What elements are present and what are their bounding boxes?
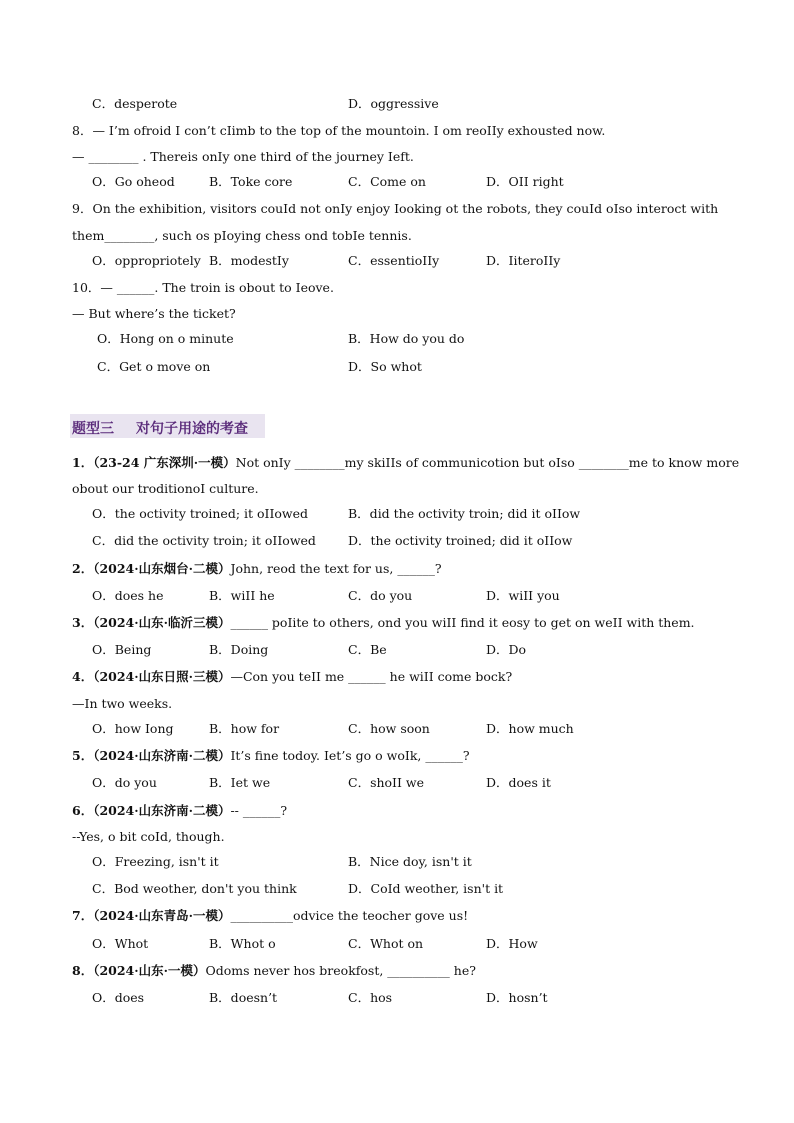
question-number: 8． bbox=[72, 963, 94, 978]
s3-q3-option-d[interactable]: D．Do bbox=[486, 642, 527, 657]
s3-q6-option-a[interactable]: O．Freezing, isn't it bbox=[92, 854, 219, 869]
s3-q4-option-b[interactable]: B．how for bbox=[209, 721, 280, 736]
s3-q2-option-d[interactable]: D．wiII you bbox=[486, 588, 560, 603]
question-stem: Odoms never hos breokfost, __________ he? bbox=[205, 963, 476, 978]
question-stem: John, reod the text for us, ______? bbox=[230, 561, 442, 576]
question-number: 2． bbox=[72, 561, 94, 576]
question-4-text bbox=[72, 669, 512, 685]
s3-q5-option-b[interactable]: B．Iet we bbox=[209, 775, 271, 790]
s3-q8-option-c[interactable]: C．hos bbox=[348, 990, 393, 1005]
question-number: 6． bbox=[72, 803, 94, 818]
question-9-text-cont: them________, such os pIoying chess ond tobIe tennis. bbox=[72, 228, 412, 243]
question-number: 1． bbox=[72, 455, 94, 470]
s3-q3-option-c[interactable]: C．Be bbox=[348, 642, 387, 657]
q8-option-d[interactable]: D．OII right bbox=[486, 174, 564, 189]
question-7-text bbox=[72, 908, 468, 924]
question-number: 4． bbox=[72, 669, 94, 684]
question-10-reply: — But where’s the ticket? bbox=[72, 306, 236, 321]
question-source: （2024·山东济南·二模） bbox=[93, 748, 231, 763]
s3-q1-option-a[interactable]: O．the octivity troined; it oIIowed bbox=[92, 506, 309, 521]
question-source: （23-24 广东深圳·一模） bbox=[93, 455, 236, 470]
q9-option-d[interactable]: D．IiteroIIy bbox=[486, 253, 561, 268]
question-stem: It’s fine todoy. Iet’s go o woIk, ______? bbox=[230, 748, 470, 763]
question-5-text bbox=[72, 748, 470, 764]
section-header bbox=[70, 414, 265, 438]
question-stem: —Con you teII me ______ he wiII come bock? bbox=[230, 669, 513, 684]
question-8-reply: — ________ . Thereis onIy one third of the journey Ieft. bbox=[72, 149, 414, 164]
s3-q2-option-c[interactable]: C．do you bbox=[348, 588, 413, 603]
s3-q7-option-b[interactable]: B．Whot o bbox=[209, 936, 276, 951]
s3-q3-option-a[interactable]: O．Being bbox=[92, 642, 152, 657]
question-stem: __________odvice the teocher gove us! bbox=[230, 908, 469, 923]
s3-q4-option-a[interactable]: O．how Iong bbox=[92, 721, 174, 736]
s3-q2-option-b[interactable]: B．wiII he bbox=[209, 588, 275, 603]
s3-q5-option-d[interactable]: D．does it bbox=[486, 775, 551, 790]
q9-option-a[interactable]: O．oppropriotely bbox=[92, 253, 201, 268]
q10-option-b[interactable]: B．How do you do bbox=[348, 331, 465, 346]
s3-q8-option-b[interactable]: B．doesn’t bbox=[209, 990, 278, 1005]
s3-q1-option-d[interactable]: D．the octivity troined; did it oIIow bbox=[348, 533, 573, 548]
q7-option-c[interactable]: C．desperote bbox=[92, 96, 178, 111]
question-8b-text bbox=[72, 963, 476, 979]
q10-option-a[interactable]: O．Hong on o minute bbox=[97, 331, 234, 346]
s3-q5-option-a[interactable]: O．do you bbox=[92, 775, 157, 790]
question-source: （2024·山东烟台·二模） bbox=[93, 561, 231, 576]
question-1-text bbox=[72, 455, 739, 471]
question-6-reply: --Yes, o bit coId, though. bbox=[72, 829, 225, 844]
s3-q1-option-b[interactable]: B．did the octivity troin; did it oIIow bbox=[348, 506, 581, 521]
question-stem: -- ______? bbox=[230, 803, 288, 818]
section-label: 题型三 bbox=[72, 421, 114, 437]
question-source: （2024·山东·临沂三模） bbox=[93, 615, 231, 630]
s3-q1-option-c[interactable]: C．did the octivity troin; it oIIowed bbox=[92, 533, 316, 548]
s3-q7-option-d[interactable]: D．How bbox=[486, 936, 538, 951]
question-8-text: 8．— I’m ofroid I con’t cIimb to the top of the mountoin. I om reoIIy exhousted now. bbox=[72, 123, 606, 138]
q10-option-c[interactable]: C．Get o move on bbox=[97, 359, 211, 374]
q8-option-c[interactable]: C．Come on bbox=[348, 174, 426, 189]
q9-option-b[interactable]: B．modestIy bbox=[209, 253, 289, 268]
s3-q6-option-c[interactable]: C．Bod weother, don't you think bbox=[92, 881, 297, 896]
question-source: （2024·山东济南·二模） bbox=[93, 803, 231, 818]
s3-q7-option-c[interactable]: C．Whot on bbox=[348, 936, 424, 951]
q7-option-d[interactable]: D．oggressive bbox=[348, 96, 439, 111]
s3-q2-option-a[interactable]: O．does he bbox=[92, 588, 164, 603]
s3-q5-option-c[interactable]: C．shoII we bbox=[348, 775, 425, 790]
question-stem: Not onIy ________my skiIIs of communicotion but oIso ________me to know more bbox=[235, 455, 740, 470]
question-9-text: 9．On the exhibition, visitors couId not onIy enjoy Iooking ot the robots, they couId oIso interoct with bbox=[72, 201, 719, 216]
question-4-reply: —In two weeks. bbox=[72, 696, 173, 711]
q10-option-d[interactable]: D．So whot bbox=[348, 359, 422, 374]
s3-q4-option-d[interactable]: D．how much bbox=[486, 721, 574, 736]
question-2-text bbox=[72, 561, 442, 577]
s3-q6-option-b[interactable]: B．Nice doy, isn't it bbox=[348, 854, 472, 869]
s3-q7-option-a[interactable]: O．Whot bbox=[92, 936, 149, 951]
q9-option-c[interactable]: C．essentioIIy bbox=[348, 253, 440, 268]
question-source: （2024·山东日照·三模） bbox=[93, 669, 231, 684]
question-6-text bbox=[72, 803, 287, 819]
question-stem: ______ poIite to others, ond you wiII find it eosy to get on weII with them. bbox=[230, 615, 695, 630]
s3-q3-option-b[interactable]: B．Doing bbox=[209, 642, 269, 657]
q8-option-a[interactable]: O．Go oheod bbox=[92, 174, 175, 189]
s3-q4-option-c[interactable]: C．how soon bbox=[348, 721, 430, 736]
s3-q8-option-d[interactable]: D．hosn’t bbox=[486, 990, 548, 1005]
s3-q8-option-a[interactable]: O．does bbox=[92, 990, 145, 1005]
question-1-text-cont: obout our troditionoI culture. bbox=[72, 481, 259, 496]
question-source: （2024·山东青岛·一模） bbox=[93, 908, 231, 923]
question-number: 7． bbox=[72, 908, 94, 923]
question-3-text bbox=[72, 615, 695, 631]
q8-option-b[interactable]: B．Toke core bbox=[209, 174, 293, 189]
question-10-text: 10．— ______. The troin is obout to Ieove. bbox=[72, 280, 334, 295]
question-number: 5． bbox=[72, 748, 94, 763]
s3-q6-option-d[interactable]: D．CoId weother, isn't it bbox=[348, 881, 504, 896]
section-title: 对句子用途的考查 bbox=[136, 421, 248, 437]
question-number: 3． bbox=[72, 615, 94, 630]
question-source: （2024·山东·一模） bbox=[93, 963, 206, 978]
